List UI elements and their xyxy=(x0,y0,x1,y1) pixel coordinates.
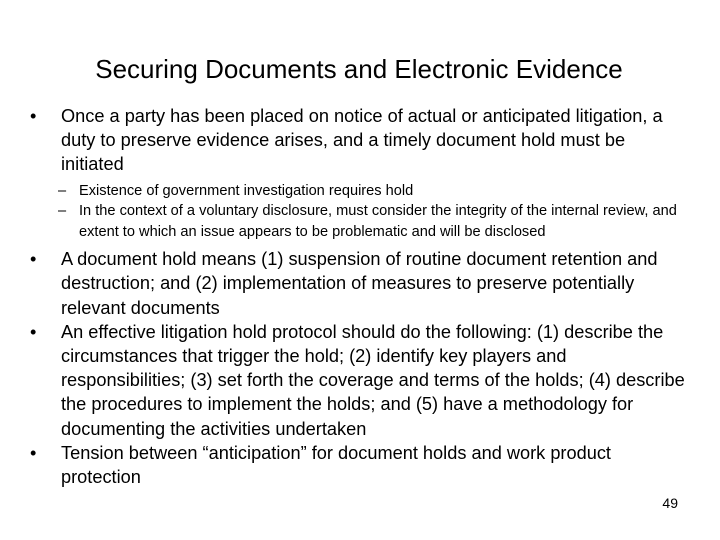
slide-title: Securing Documents and Electronic Evidence xyxy=(95,54,623,84)
bullet-item xyxy=(30,441,690,489)
sub-bullet-item xyxy=(30,181,690,202)
bullet-icon: • xyxy=(30,321,37,342)
bullet-item xyxy=(30,320,690,441)
bullet-text: An effective litigation hold protocol should do the following: (1) describe the circumstances that trigger the hold; (2) identify key players and responsibilities; (3) set forth the coverage and terms of the holds; (4) describe the procedures to implement the holds; and (5) have a methodology for documenting the activities undertaken xyxy=(61,321,685,439)
bullet-item xyxy=(30,247,690,320)
dash-icon: – xyxy=(58,203,67,220)
dash-icon: – xyxy=(58,182,67,199)
sub-bullet-text: In the context of a voluntary disclosure, must consider the integrity of the internal review, and extent to which an issue appears to be problematic and will be disclosed xyxy=(79,203,677,240)
sub-bullet-item xyxy=(30,201,690,242)
sub-bullet-list xyxy=(30,181,690,243)
slide-body xyxy=(30,104,690,489)
bullet-icon: • xyxy=(30,249,37,270)
bullet-icon: • xyxy=(30,106,37,126)
sub-bullet-text: Existence of government investigation requires hold xyxy=(79,182,414,199)
bullet-text: Tension between “anticipation” for document holds and work product protection xyxy=(61,442,611,487)
bullet-icon: • xyxy=(30,442,37,463)
bullet-item xyxy=(30,104,690,177)
bullet-text: Once a party has been placed on notice of actual or anticipated litigation, a duty to preserve evidence arises, and a timely document hold must be initiated xyxy=(61,106,663,175)
bullet-text: A document hold means (1) suspension of routine document retention and destruction; and (2) implementation of measures to preserve potentially relevant documents xyxy=(61,249,658,318)
page-number: 49 xyxy=(662,495,678,511)
